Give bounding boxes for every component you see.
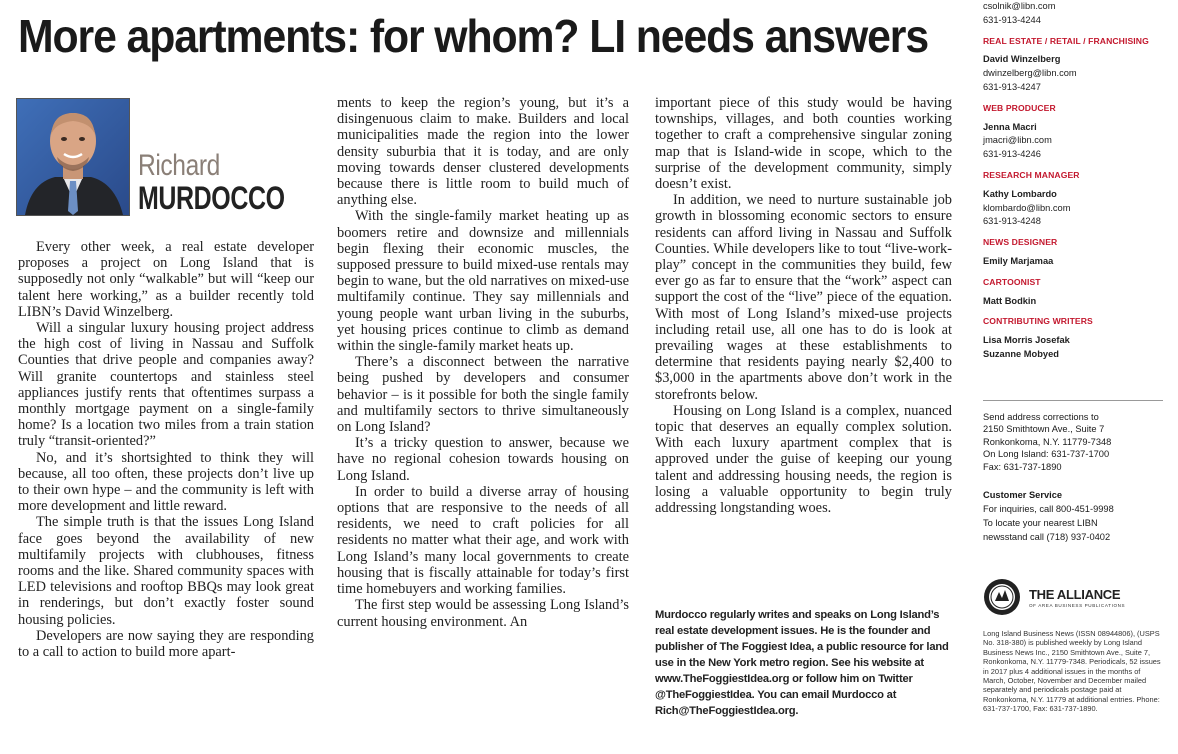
address-line: Send address corrections to [983,412,1099,422]
author-photo [16,98,130,216]
staff-name: Emily Marjamaa [983,255,1054,266]
address-line: Ronkonkoma, N.Y. 11779-7348 [983,436,1112,447]
staff-section-heading: WEB PRODUCER [983,102,1056,113]
address-line: Fax: 631-737-1890 [983,461,1062,472]
alliance-logo [983,578,1163,618]
staff-section-heading: REAL ESTATE / RETAIL / FRANCHISING [983,35,1149,46]
staff-section-heading: CARTOONIST [983,276,1041,287]
article-column-3 [655,95,952,516]
publication-fineprint: Long Island Business News (ISSN 08944806), (USPS No. 318-380) is published weekly by Long Island Business News Inc., 2150 Smithtown Ave., Suite 7, Ronkonkoma, N.Y. 11779-7348. Periodicals, 52 issues in 2017 plus 4 additional issues in the months of March, October, November and December mailed separately and periodicals postage paid at Ronkonkoma, N.Y. 11779 at additional entries. Phone: 631-737-1700, Fax: 631-737-1890. [983,629,1161,714]
article-column-2 [337,95,629,630]
staff-name: David Winzelberg [983,54,1061,65]
staff-contact: dwinzelberg@libn.com [983,68,1077,79]
address-line: 2150 Smithtown Ave., Suite 7 [983,424,1105,435]
paragraph: It’s a tricky question to answer, because we have no regional cohesion towards housing on Long Island. [337,435,629,484]
staff-email: csolnik@libn.com [983,1,1056,11]
paragraph: Developers are now saying they are responding to a call to action to build more apart- [18,627,314,661]
staff-phone: 631-913-4244 [983,14,1041,25]
sidebar-divider [983,400,1163,401]
headline: More apartments: for whom? LI needs answers [18,10,929,62]
paragraph: With the single-family market heating up as boomers retire and downsize and millennials begin flexing their economic muscles, the supposed pressure to build mixed-use rentals may begin to wane, but the old narratives on mixed-use multifamily continue. They say millennials and young people want urban living in the suburbs, yet housing prices continue to climb as demand within the single-family market heats up. [337,208,629,355]
article-column-1 [18,239,314,660]
customer-service-block [983,488,1163,544]
author-last-name: MURDOCCO [138,180,285,216]
paragraph: important piece of this study would be having townships, villages, and both counties working together to craft a comprehensive singular zoning map that is Island-wide in scope, which to the surprise of the development community, simply doesn’t exist. [655,95,952,193]
customer-service-line: For inquiries, call 800-451-9998 [983,504,1114,514]
paragraph: In order to build a diverse array of housing options that are responsive to the needs of all residents, we need to craft policies for all residents no matter what their age, and work with Long Island’s many local governments to create housing that is fiscally attainable for today’s first time homebuyers and working families. [337,483,629,598]
staff-section-heading: CONTRIBUTING WRITERS [983,316,1093,327]
staff-section-heading: RESEARCH MANAGER [983,169,1080,180]
paragraph: The simple truth is that the issues Long Island face goes beyond the availability of new multifamily projects with clubhouses, fitness rooms and the like. Shared community spaces with LED televisions and rooftop BBQs may look great in renderings, but don’t exactly foster sound housing policies. [18,514,314,628]
paragraph: Every other week, a real estate developer proposes a project on Long Island that is supposedly not only “walkable” but will “keep our talent here working,” as a builder recently told LIBN’s David Winzelberg. [18,239,314,320]
author-byline [138,150,326,214]
paragraph: ments to keep the region’s young, but it’s a disingenuous claim to make. Builders and local municipalities made the region into the lower density suburbia that it is today, and are only moving towards denser clustered developments because there is little room to build much of anything else. [337,95,629,209]
author-portrait-image [17,99,129,215]
paragraph: In addition, we need to nurture sustainable job growth in blossoming economic sectors to ensure residents can afford living in Nassau and Suffolk Counties. While developers like to tout “live-work-play” concept in the communities they build, few ever go as far to ensure that the “work” aspect can support the cost of the “live” piece of the equation. With most of Long Island’s mixed-use projects including retail use, all one has to do is look at prevailing wages at these establishments to determine that residents paying nearly $2,400 to $3,000 in the apartments above don’t work in the storefronts below. [655,192,952,403]
staff-name: Kathy Lombardo [983,188,1057,199]
staff-directory [983,0,1163,362]
author-first-name: Richard [138,149,220,182]
customer-service-title: Customer Service [983,490,1063,500]
paragraph: No, and it’s shortsighted to think they will because, all too often, these projects don’t live up to their own hype – and the community is left with more development and little reward. [18,449,314,515]
staff-name: Jenna Macri [983,121,1037,132]
alliance-name: THE ALLIANCE [1029,587,1121,602]
staff-section-heading: NEWS DESIGNER [983,237,1058,248]
author-bio: Murdocco regularly writes and speaks on Long Island’s real estate development issues. He is the founder and publisher of The Foggiest Idea, a public resource for land use in the New York metro region. See his website at www.TheFoggiestIdea.org or follow him on Twitter @TheFoggiestIdea. You can email Murdocco at Rich@TheFoggiestIdea.org. [655,609,949,717]
alliance-seal-icon [983,578,1021,616]
staff-contact: 631-913-4247 [983,81,1041,92]
alliance-subtitle: OF AREA BUSINESS PUBLICATIONS [1029,603,1126,608]
staff-contact: klombardo@libn.com [983,202,1071,213]
staff-name: Suzanne Mobyed [983,348,1059,359]
staff-list [983,35,1163,362]
address-line: On Long Island: 631-737-1700 [983,449,1110,460]
customer-service-line: To locate your nearest LIBN [983,518,1098,528]
paragraph: The first step would be assessing Long Island’s current housing environment. An [337,597,629,630]
staff-name: Matt Bodkin [983,295,1037,306]
staff-contact: 631-913-4246 [983,149,1041,160]
staff-contact: 631-913-4248 [983,216,1041,227]
staff-contact: jmacri@libn.com [983,135,1052,146]
paragraph: Will a singular luxury housing project address the high cost of living in Nassau and Suffolk Counties that drive people and companies away? Will granite countertops and stainless steel appliances justify rents that oftentimes surpass a monthly mortgage payment on a single-family home? Is a location two miles from a train station truly “transit-oriented?” [18,320,314,450]
customer-service-line: newsstand call (718) 937-0402 [983,532,1111,542]
paragraph: There’s a disconnect between the narrative being pushed by developers and consumer behavior – is it possible for both the single family and multifamily sectors to thrive simultaneously on Long Island? [337,354,629,436]
address-block [983,411,1163,473]
staff-name: Lisa Morris Josefak [983,335,1070,346]
paragraph: Housing on Long Island is a complex, nuanced topic that deserves an equally complex solution. With each luxury apartment complex that is approved under the guise of keeping our young talent and addressing housing needs, the region is losing a valuable opportunity to begin truly addressing longstanding woes. [655,402,952,517]
